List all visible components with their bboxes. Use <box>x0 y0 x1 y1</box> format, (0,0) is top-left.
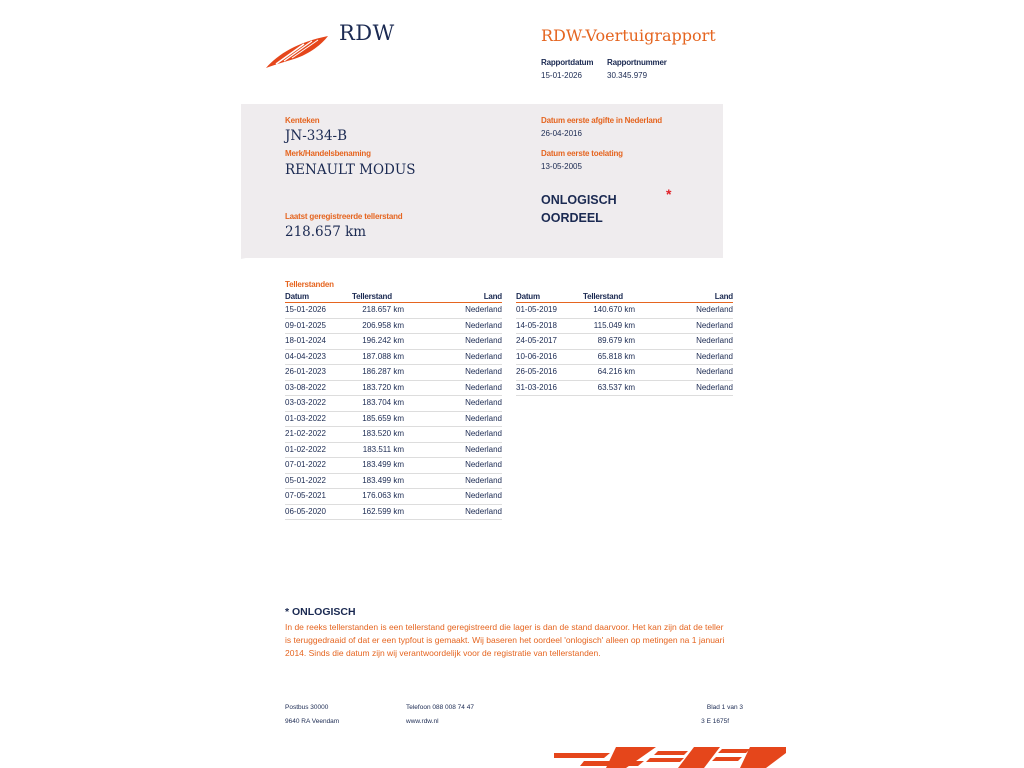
col-land: Land <box>714 292 733 301</box>
cell-land: Nederland <box>465 475 502 485</box>
odometer-value: 218.657 km <box>285 224 367 240</box>
col-land: Land <box>483 292 502 301</box>
table-row <box>516 365 733 381</box>
first-admission-label: Datum eerste toelating <box>541 149 623 158</box>
col-date: Datum <box>285 292 309 301</box>
cell-date: 09-01-2025 <box>285 320 326 330</box>
footer-website-link[interactable]: www.rdw.nl <box>406 718 439 725</box>
cell-date: 05-01-2022 <box>285 475 326 485</box>
cell-km: 187.088 km <box>362 351 404 361</box>
verdict-asterisk: * <box>666 186 672 202</box>
cell-km: 162.599 km <box>362 506 404 516</box>
cell-land: Nederland <box>696 305 733 314</box>
table-row <box>285 365 502 381</box>
footer-address-2: 9640 RA Veendam <box>285 718 340 725</box>
cell-land: Nederland <box>696 336 733 345</box>
cell-land: Nederland <box>465 336 502 345</box>
cell-km: 65.818 km <box>597 351 635 361</box>
cell-km: 183.704 km <box>362 398 404 407</box>
first-nl-value: 26-04-2016 <box>541 129 582 138</box>
cell-date: 26-05-2016 <box>516 367 557 376</box>
verdict: ONLOGISCH OORDEEL <box>541 193 617 225</box>
report-title: RDW-Voertuigrapport <box>541 26 716 45</box>
cell-km: 218.657 km <box>362 305 404 314</box>
cell-land: Nederland <box>465 382 502 392</box>
footer-phone: Telefoon 088 008 74 47 <box>406 704 474 711</box>
cell-land: Nederland <box>465 320 502 330</box>
first-nl-label: Datum eerste afgifte in Nederland <box>541 116 662 125</box>
cell-land: Nederland <box>465 491 502 500</box>
table-header <box>285 292 502 303</box>
cell-km: 183.499 km <box>362 460 404 469</box>
footer-page-number: Blad 1 van 3 <box>706 704 743 711</box>
cell-date: 07-01-2022 <box>285 460 326 469</box>
table-row <box>285 334 502 350</box>
cell-km: 186.287 km <box>362 367 404 376</box>
table-row <box>285 505 502 521</box>
cell-km: 183.520 km <box>362 429 404 438</box>
table-row <box>285 443 502 459</box>
table-row <box>516 319 733 335</box>
plate-label: Kenteken <box>285 116 320 125</box>
table-header <box>516 292 733 303</box>
cell-land: Nederland <box>465 351 502 361</box>
cell-km: 183.511 km <box>362 444 404 454</box>
table-row <box>285 474 502 490</box>
report-number: 30.345.979 <box>607 71 648 80</box>
cell-km: 89.679 km <box>597 336 635 345</box>
cell-land: Nederland <box>696 351 733 361</box>
make-value: RENAULT MODUS <box>285 162 416 178</box>
cell-date: 26-01-2023 <box>285 367 326 376</box>
col-date: Datum <box>516 292 540 301</box>
cell-date: 01-03-2022 <box>285 413 326 423</box>
table-row <box>285 303 502 319</box>
cell-date: 24-05-2017 <box>516 336 557 345</box>
table-row <box>285 458 502 474</box>
col-km: Tellerstand <box>352 292 392 301</box>
cell-date: 01-05-2019 <box>516 305 557 314</box>
cell-land: Nederland <box>696 382 733 392</box>
rdw-feather-logo-icon <box>264 32 330 70</box>
cell-land: Nederland <box>465 305 502 314</box>
cell-date: 31-03-2016 <box>516 382 557 392</box>
table-row <box>285 489 502 505</box>
odometer-label: Laatst geregistreerde tellerstand <box>285 212 403 221</box>
cell-date: 15-01-2026 <box>285 305 326 314</box>
cell-km: 183.499 km <box>362 475 404 485</box>
plate-value: JN-334-B <box>285 128 348 144</box>
logo-text: RDW <box>339 21 395 45</box>
cell-land: Nederland <box>465 367 502 376</box>
table-row <box>285 350 502 366</box>
report-date-label: Rapportdatum <box>541 58 594 67</box>
cell-date: 01-02-2022 <box>285 444 326 454</box>
footnote-text: In de reeks tellerstanden is een tellerstand geregistreerd die lager is dan de stand daarvoor. Het kan zijn dat de teller is teruggedraaid of dat er een typfout is gemaakt. Wij baseren het oordeel 'onlogisch' alleen op metingen na 1 januari 2014. Sinds die datum zijn wij verantwoordelijk voor de registratie van tellerstanden. <box>285 622 725 658</box>
cell-land: Nederland <box>465 506 502 516</box>
cell-km: 183.720 km <box>362 382 404 392</box>
report-number-label: Rapportnummer <box>607 58 667 67</box>
cell-date: 04-04-2023 <box>285 351 326 361</box>
cell-km: 64.216 km <box>597 367 635 376</box>
odometer-section-title: Tellerstanden <box>285 280 334 289</box>
cell-land: Nederland <box>696 367 733 376</box>
first-admission-value: 13-05-2005 <box>541 162 582 171</box>
table-row <box>285 412 502 428</box>
table-row <box>285 319 502 335</box>
cell-km: 206.958 km <box>362 320 404 330</box>
decorative-stripes-icon <box>554 745 786 768</box>
cell-date: 03-03-2022 <box>285 398 326 407</box>
col-km: Tellerstand <box>583 292 623 301</box>
table-row <box>285 427 502 443</box>
odometer-table-left <box>285 292 502 520</box>
cell-land: Nederland <box>465 398 502 407</box>
cell-date: 14-05-2018 <box>516 320 557 330</box>
cell-km: 176.063 km <box>362 491 404 500</box>
cell-land: Nederland <box>465 460 502 469</box>
make-label: Merk/Handelsbenaming <box>285 149 371 158</box>
panel-corner <box>241 247 299 259</box>
footer-address-1: Postbus 30000 <box>285 704 329 711</box>
footnote-title: * ONLOGISCH <box>285 606 356 618</box>
cell-date: 21-02-2022 <box>285 429 326 438</box>
table-row <box>516 350 733 366</box>
odometer-table-right <box>516 292 733 396</box>
table-row <box>285 381 502 397</box>
cell-km: 63.537 km <box>597 382 635 392</box>
cell-date: 03-08-2022 <box>285 382 326 392</box>
cell-km: 115.049 km <box>593 320 635 330</box>
cell-land: Nederland <box>465 429 502 438</box>
table-row <box>516 334 733 350</box>
cell-km: 196.242 km <box>362 336 404 345</box>
footer-code: 3 E 1675f <box>701 718 729 725</box>
cell-km: 185.659 km <box>362 413 404 423</box>
cell-land: Nederland <box>465 444 502 454</box>
cell-date: 18-01-2024 <box>285 336 326 345</box>
cell-date: 07-05-2021 <box>285 491 326 500</box>
cell-km: 140.670 km <box>593 305 635 314</box>
report-date: 15-01-2026 <box>541 71 582 80</box>
cell-land: Nederland <box>465 413 502 423</box>
table-row <box>516 381 733 397</box>
cell-date: 10-06-2016 <box>516 351 557 361</box>
table-row <box>516 303 733 319</box>
cell-date: 06-05-2020 <box>285 506 326 516</box>
table-row <box>285 396 502 412</box>
cell-land: Nederland <box>696 320 733 330</box>
